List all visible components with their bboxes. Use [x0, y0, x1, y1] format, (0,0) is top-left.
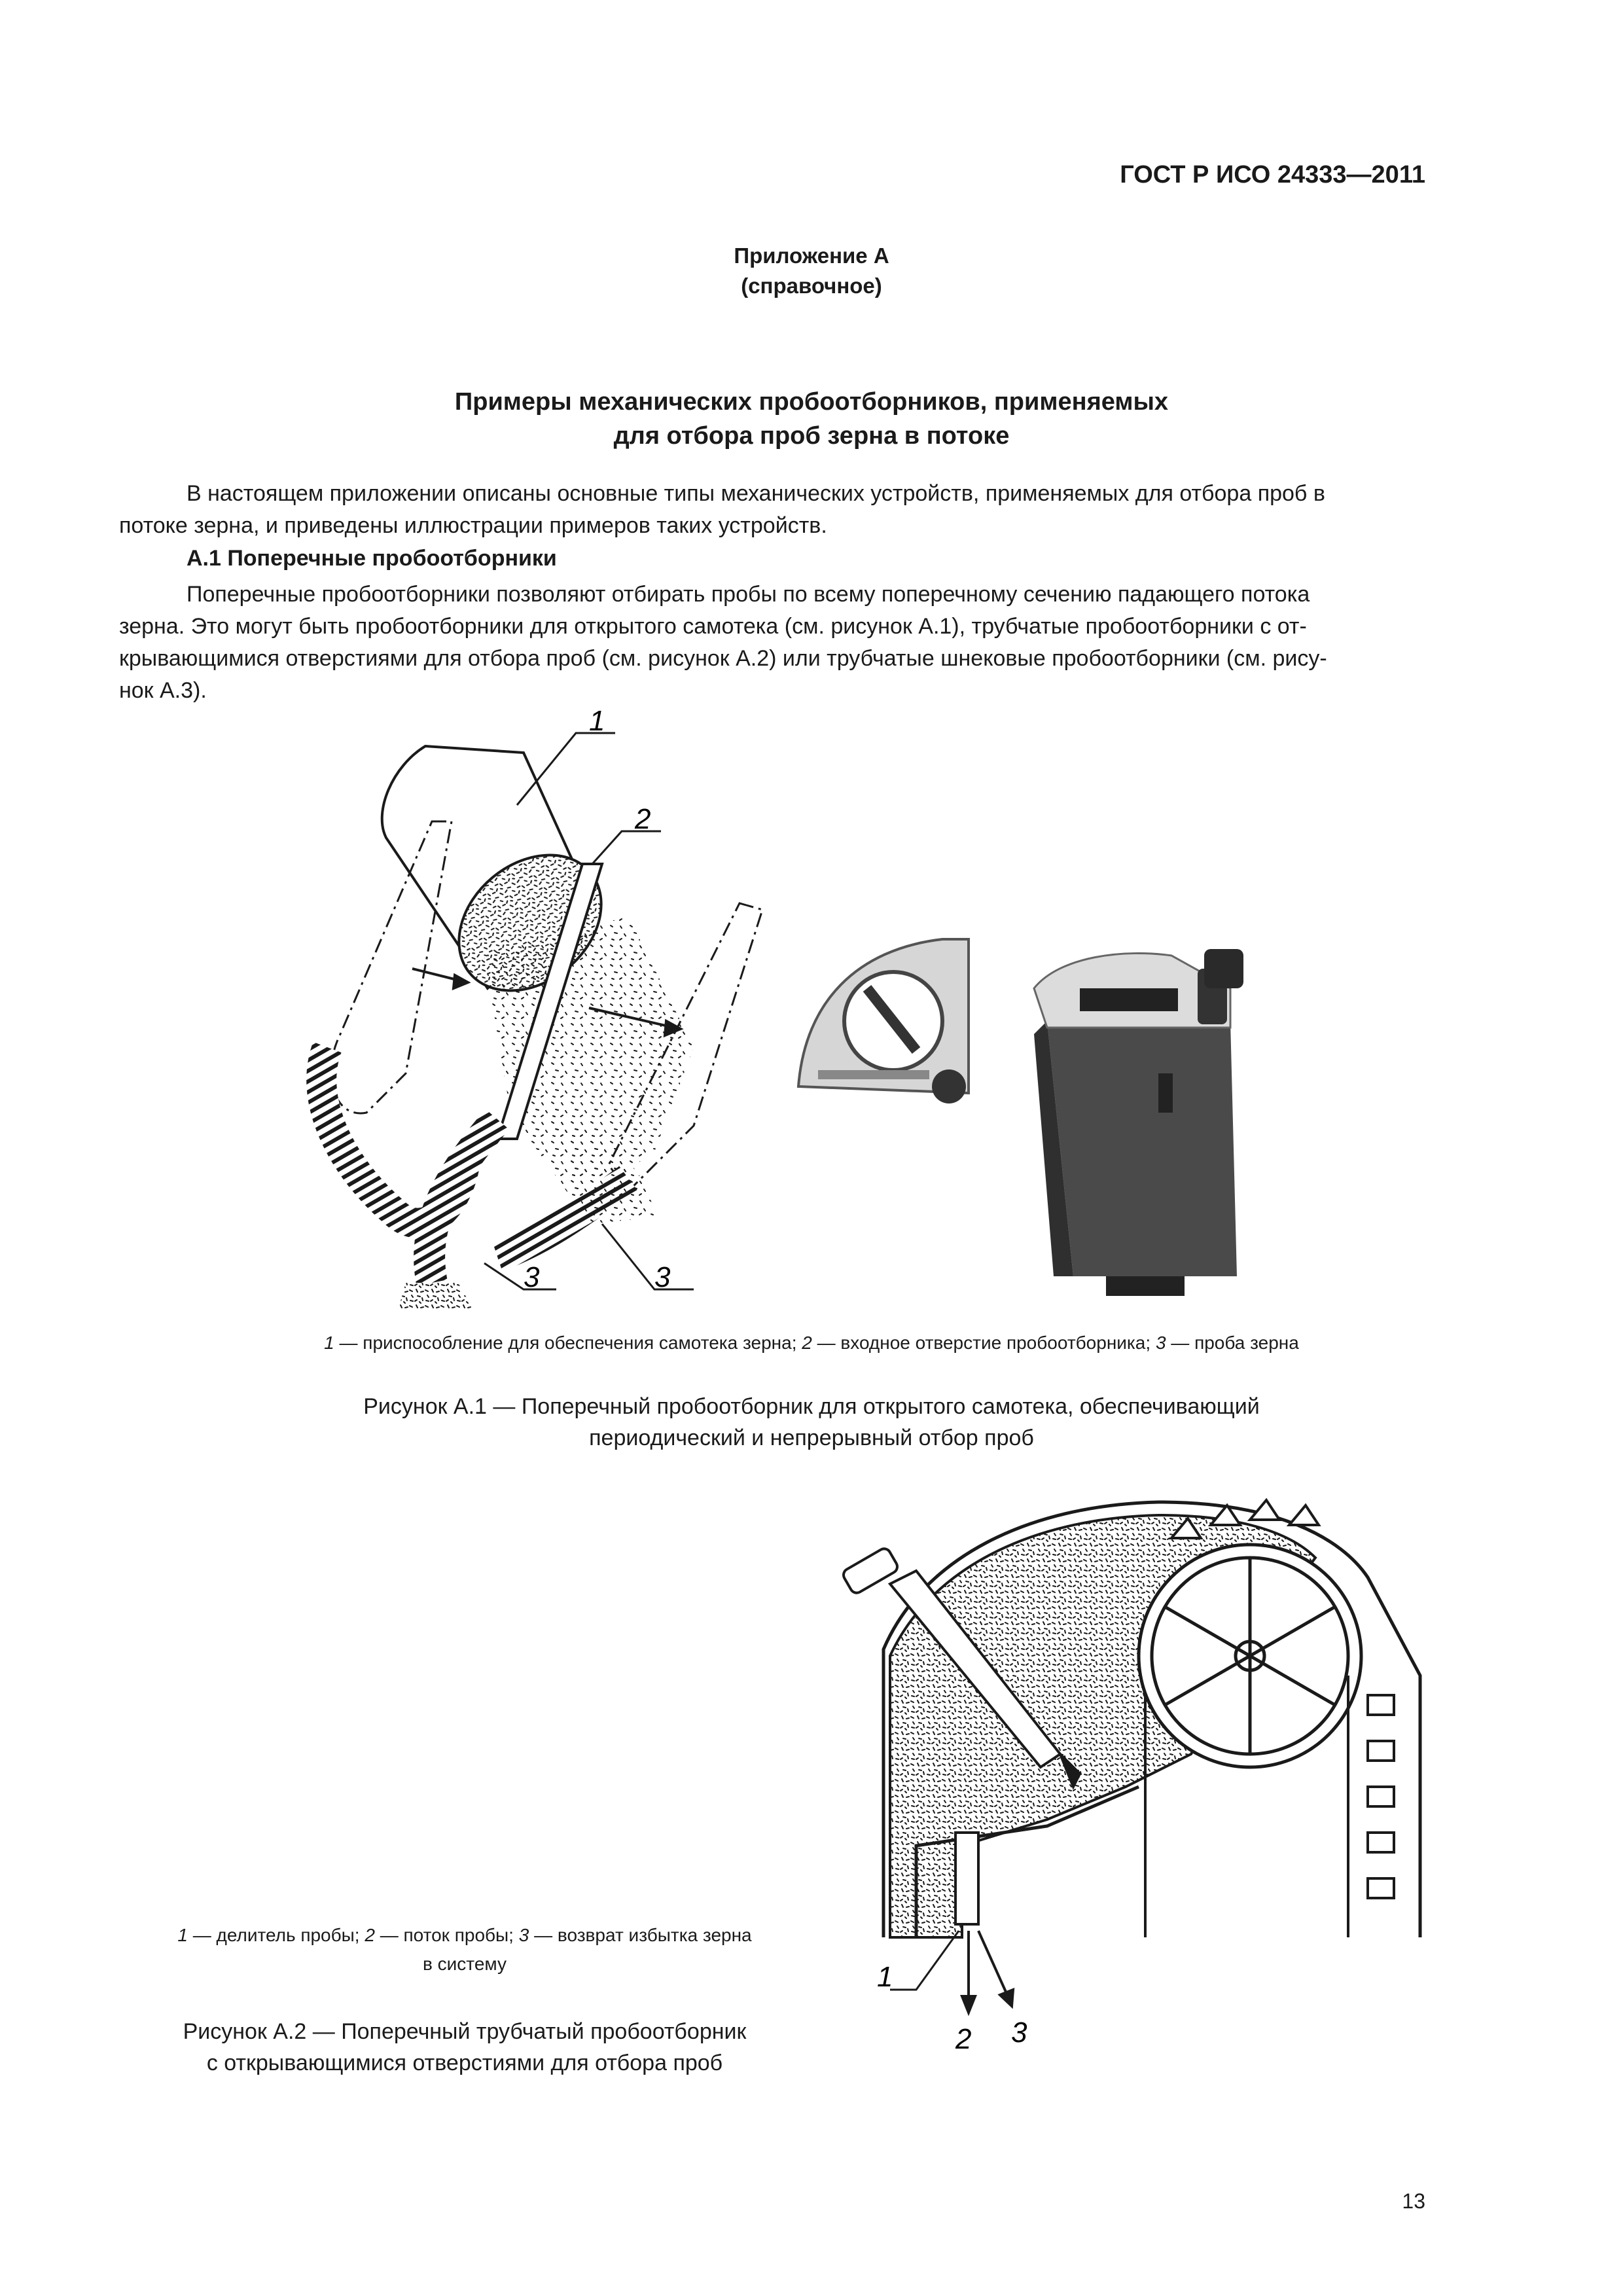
annex-status: (справочное)	[741, 274, 882, 298]
a2-callout-label-3: 3	[1011, 2017, 1027, 2049]
intro-line1: В настоящем приложении описаны основные типы механических устройств, применяемых для отбора проб в	[187, 481, 1325, 506]
document-id: ГОСТ Р ИСО 24333—2011	[1120, 161, 1425, 188]
section-a1-paragraph	[119, 579, 1436, 707]
outlet-grain	[393, 1283, 484, 1309]
figure-a2-legend	[118, 1921, 812, 1979]
legend-a1-t3: — проба зерна	[1166, 1333, 1299, 1353]
page-title	[0, 385, 1623, 453]
figure-a2-caption-line2: с открывающимися отверстиями для отбора проб	[206, 2051, 723, 2075]
callout-label-3a: 3	[524, 1261, 540, 1293]
figure-a2-caption-line1: Рисунок А.2 — Поперечный трубчатый пробоотборник	[183, 2019, 747, 2044]
annex-block	[0, 241, 1623, 301]
legend-a2-n2: 2	[365, 1925, 375, 1945]
figure-a1-caption-line2: периодический и непрерывный отбор проб	[589, 1426, 1034, 1450]
sampler-cabinet-render	[1034, 949, 1243, 1296]
callout-line-a2-1	[890, 1931, 959, 1990]
a2-callout-label-2: 2	[955, 2023, 972, 2055]
legend-a1-t1: — приспособление для обеспечения самотека зерна;	[334, 1333, 802, 1353]
section-heading-a1: А.1 Поперечные пробоотборники	[187, 546, 557, 571]
figure-a1-caption	[0, 1391, 1623, 1454]
figure-a1-legend	[0, 1329, 1623, 1357]
page-title-line2: для отбора проб зерна в потоке	[613, 422, 1010, 450]
section-a1-line1: Поперечные пробоотборники позволяют отбирать пробы по всему поперечному сечению падающего потока	[187, 582, 1310, 607]
legend-a1-t2: — входное отверстие пробоотборника;	[812, 1333, 1156, 1353]
legend-a2-line2: в систему	[423, 1954, 507, 1974]
legend-a2-n1: 1	[177, 1925, 188, 1945]
outlet-arrows	[962, 1931, 1013, 2013]
elevator-wheel	[1139, 1545, 1361, 1767]
page-title-line1: Примеры механических пробоотборников, применяемых	[454, 388, 1169, 416]
callout-label-2: 2	[635, 803, 651, 835]
legend-a2-n3: 3	[518, 1925, 529, 1945]
figure-a1	[0, 707, 1623, 1309]
legend-a2-t2: — поток пробы;	[374, 1925, 519, 1945]
intro-paragraph	[119, 478, 1436, 542]
legend-a1-n1: 1	[324, 1333, 334, 1353]
sampler-housing-render	[798, 939, 969, 1103]
callout-label-3b: 3	[654, 1261, 671, 1293]
callout-label-1: 1	[589, 707, 605, 737]
figure-a2-caption	[118, 2016, 812, 2079]
legend-a1-n3: 3	[1155, 1333, 1166, 1353]
a2-callout-label-1: 1	[877, 1961, 893, 1993]
legend-a1-n2: 2	[802, 1333, 812, 1353]
annex-title: Приложение А	[734, 243, 889, 268]
legend-a2-t1: — делитель пробы;	[187, 1925, 365, 1945]
intro-line2: потоке зерна, и приведены иллюстрации примеров таких устройств.	[119, 513, 827, 538]
section-a1-line2: зерна. Это могут быть пробоотборники для открытого самотека (см. рисунок А.1), трубчатые пробоотборники с от-	[119, 614, 1307, 639]
legend-a2-t3: — возврат избытка зерна	[529, 1925, 752, 1945]
figure-a2	[831, 1479, 1433, 2094]
page-number: 13	[1402, 2189, 1425, 2213]
section-a1-line3: крывающимися отверстиями для отбора проб (см. рисунок А.2) или трубчатые шнековые пробоотборники (см. рису-	[119, 646, 1327, 671]
section-a1-line4: нок А.3).	[119, 678, 207, 703]
figure-a1-caption-line1: Рисунок А.1 — Поперечный пробоотборник для открытого самотека, обеспечивающий	[363, 1394, 1260, 1419]
